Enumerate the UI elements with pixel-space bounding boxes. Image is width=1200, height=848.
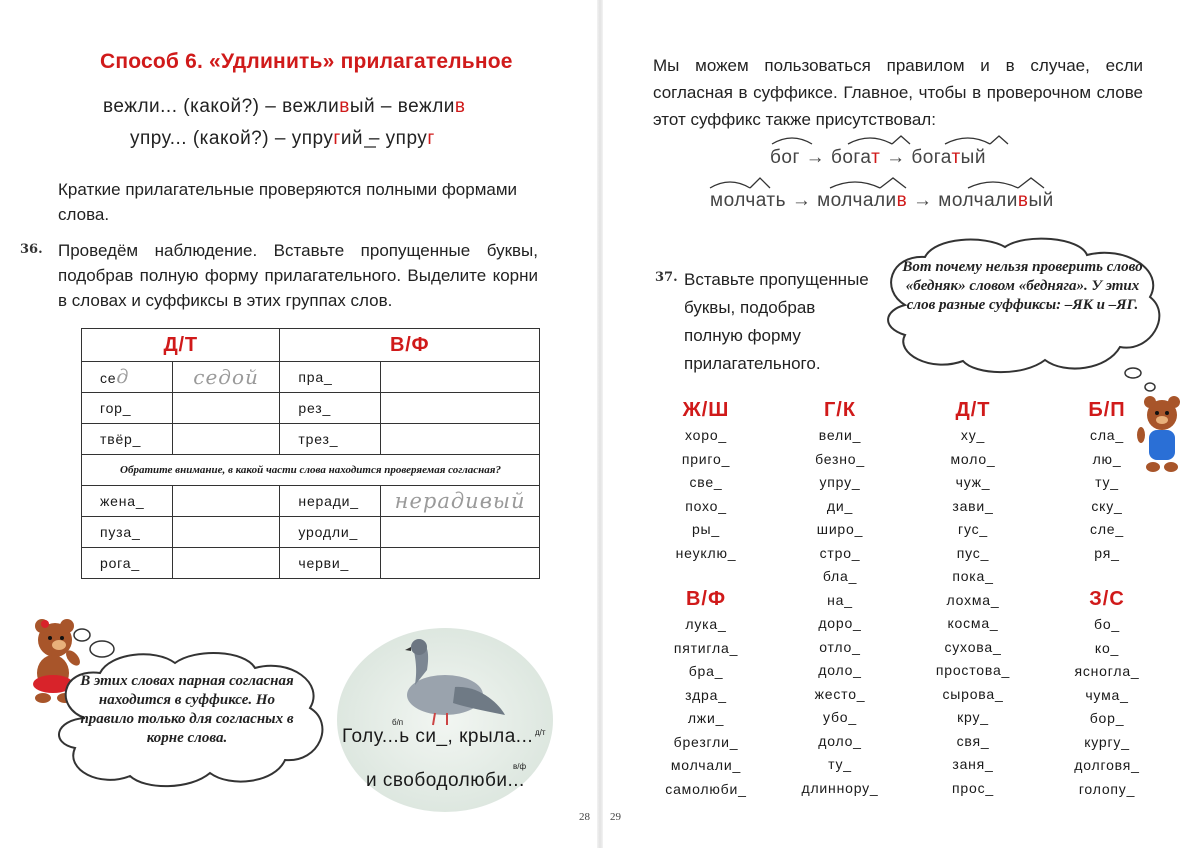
exercise-36-number: 36. (20, 242, 43, 257)
chain-1-word-3: бога (911, 147, 952, 168)
letter-group-heading: Ж/Ш (682, 399, 730, 421)
word-item: свя_ (956, 732, 990, 749)
table-cell: уродли_ (280, 517, 381, 548)
word-item: здра_ (685, 686, 727, 703)
page-number-right: 29 (610, 811, 621, 823)
exercise-36-table (81, 328, 540, 579)
word-item: неуклю_ (675, 544, 737, 561)
word-item: све_ (689, 474, 723, 490)
word-item: самолюби_ (665, 780, 747, 797)
handwritten-answer: нерадивый (394, 489, 526, 513)
word-item: ры_ (691, 521, 721, 537)
table-answer-cell[interactable] (381, 486, 540, 517)
word-item: на_ (827, 591, 853, 608)
table-answer-cell[interactable] (172, 486, 280, 517)
word-item: косма_ (947, 615, 999, 631)
table-answer-cell[interactable] (381, 517, 540, 548)
word-item: лука_ (685, 616, 727, 632)
chain-2-word-3: молчали (938, 190, 1018, 211)
word-item: ху_ (960, 427, 986, 443)
word-item: сле_ (1090, 521, 1124, 537)
word-item: заня_ (952, 756, 994, 772)
word-item: ту_ (1095, 474, 1119, 490)
method-title: Способ 6. «Удлинить» прилагательное (100, 50, 513, 73)
word-item: похо_ (685, 497, 727, 514)
word-item: доло_ (818, 732, 862, 749)
table-answer-cell[interactable] (381, 393, 540, 424)
word-item: гус_ (958, 521, 988, 537)
letter-group-heading: Г/К (823, 399, 857, 421)
hint-vf: в/ф (513, 762, 527, 771)
rule-text: Краткие прилагательные проверяются полными формами слова. (58, 180, 518, 224)
word-item: вели_ (818, 427, 862, 443)
example-2-rest: ий – упру (340, 128, 428, 149)
table-answer-cell[interactable] (172, 424, 280, 455)
cloud-left-text: В этих словах парная согласная находится в суффиксе. Но правило только для согласных в корне слова. (80, 673, 294, 746)
cell-word: се (100, 370, 117, 386)
chain-2-suffix: в (896, 190, 908, 211)
pigeon-line-1: Голу...ь си_, крыла... (342, 726, 534, 747)
letter-group-column (651, 396, 761, 565)
word-item: безно_ (815, 450, 865, 467)
handwritten-letter: д (116, 366, 130, 388)
chain-arrow: → (805, 147, 826, 168)
word-item: доло_ (818, 662, 862, 678)
table-cell (82, 362, 173, 393)
table-cell: жена_ (82, 486, 173, 517)
table-answer-cell[interactable] (172, 517, 280, 548)
letter-group-heading: Д/Т (955, 399, 991, 421)
chain-2-suffix-2: в (1017, 190, 1029, 211)
word-item: бо_ (1094, 616, 1120, 632)
hint-dt: д/т (535, 728, 546, 737)
word-item: ску_ (1091, 497, 1123, 514)
word-item: голопу_ (1078, 780, 1136, 797)
pigeon-line-2: и свободолюби... (366, 770, 525, 791)
word-item: сла_ (1090, 427, 1124, 443)
chain-arrow: → (791, 190, 812, 211)
exercise-37-number: 37. (655, 270, 678, 285)
hint-bp: б/п (392, 718, 404, 727)
word-item: чума_ (1085, 686, 1129, 703)
word-item: пока_ (952, 568, 994, 584)
table-cell: рога_ (82, 548, 173, 579)
word-item: брезгли_ (673, 733, 739, 750)
word-item: моло_ (950, 450, 996, 467)
table-head-dt: Д/Т (82, 329, 280, 362)
table-note: Обратите внимание, в какой части слова находится проверяемая согласная? (82, 455, 540, 486)
word-item: широ_ (816, 521, 864, 537)
chain-1-word-2: бога (830, 147, 872, 168)
word-item: убо_ (823, 709, 857, 725)
table-cell: неради_ (280, 486, 381, 517)
table-cell: трез_ (280, 424, 381, 455)
letter-group-column (1052, 585, 1162, 801)
chain-1-ending: ый (960, 147, 986, 168)
underline-marks (0, 0, 600, 160)
table-answer-cell[interactable] (172, 393, 280, 424)
word-item: кургу_ (1084, 733, 1130, 750)
table-cell: пра_ (280, 362, 381, 393)
word-item: лю_ (1092, 450, 1122, 467)
word-item: лохма_ (946, 591, 1000, 608)
letter-group-column (651, 585, 761, 801)
word-item: простова_ (935, 662, 1011, 678)
exercise-36-text: Проведём наблюдение. Вставьте пропущенные буквы, подобрав полную форму прилагательного. Выделите корни в словах и суффиксы в этих группах слов. (58, 241, 538, 310)
table-cell: рез_ (280, 393, 381, 424)
word-item: ко_ (1094, 639, 1120, 656)
word-item: долговя_ (1074, 757, 1140, 773)
chain-arrow: → (913, 190, 933, 211)
table-answer-cell[interactable] (381, 362, 540, 393)
chain-2-word-2: молчали (817, 190, 897, 211)
handwritten-answer: седой (193, 365, 259, 389)
chain-2-word-1: молчать (710, 190, 787, 211)
letter-group-heading: В/Ф (685, 588, 727, 610)
word-item: упру_ (819, 474, 861, 490)
chain-1-suffix-2: т (951, 147, 961, 168)
example-1-prompt: вежли... (какой?) (103, 96, 260, 117)
word-item: пятигла_ (673, 639, 739, 656)
word-item: ря_ (1094, 544, 1120, 561)
morpheme-marks (700, 128, 1120, 198)
word-item: хоро_ (685, 427, 727, 443)
intro-text: Мы можем пользоваться правилом и в случае, если согласная в суффиксе. Главное, чтобы в проверочном слове этот суффикс также присутствовал: (653, 56, 1143, 129)
table-answer-cell[interactable] (172, 548, 280, 579)
example-2-letter-2: г (427, 128, 435, 149)
example-1-letter-2: в (454, 96, 466, 117)
example-1-letter: в (339, 96, 350, 117)
word-item: бор_ (1089, 710, 1125, 726)
word-item: бра_ (688, 663, 724, 679)
table-cell: черви_ (280, 548, 381, 579)
exercise-37-text: Вставьте пропущенные буквы, подобрав полную форму прилагательного. (684, 270, 869, 373)
word-item: приго_ (681, 450, 731, 467)
table-answer-cell[interactable] (381, 424, 540, 455)
cloud-right-text: Вот почему нельзя проверить слово «бедняк» словом «бедняга». У этих слов разные суффиксы: –ЯК и –ЯГ. (902, 259, 1143, 313)
table-cell: твёр_ (82, 424, 173, 455)
word-item: ту_ (828, 756, 852, 772)
word-item: отло_ (819, 638, 861, 655)
word-item: прос_ (952, 779, 994, 796)
letter-group-column (785, 396, 895, 800)
table-cell: гор_ (82, 393, 173, 424)
table-cell: пуза_ (82, 517, 173, 548)
word-item: молчали_ (670, 757, 742, 773)
word-item: кру_ (957, 709, 989, 725)
chain-1-word-1: бог (770, 147, 800, 168)
example-2-dash: – упру (269, 128, 334, 149)
word-item: ди_ (826, 497, 854, 514)
example-2-prompt: упру... (какой?) (130, 128, 270, 149)
word-item: жесто_ (814, 685, 866, 702)
letter-group-column (918, 396, 1028, 800)
word-item: сырова_ (942, 685, 1004, 702)
letter-group-column (1052, 396, 1162, 565)
chain-arrow: → (886, 147, 906, 168)
word-item: сухова_ (944, 638, 1002, 655)
example-1-rest: ый – вежли (349, 96, 455, 117)
word-item: доро_ (818, 615, 862, 631)
word-item: пус_ (956, 544, 990, 561)
table-answer-cell[interactable] (381, 548, 540, 579)
word-item: зави_ (952, 497, 994, 514)
letter-group-heading: Б/П (1088, 399, 1126, 421)
table-head-vf: В/Ф (280, 329, 540, 362)
word-item: длиннору_ (801, 779, 879, 796)
chain-2-ending: ый (1028, 190, 1054, 211)
word-item: ясногла_ (1074, 663, 1140, 679)
word-item: чуж_ (955, 474, 991, 490)
page-number-left: 28 (579, 811, 590, 823)
table-answer-cell[interactable] (172, 362, 280, 393)
example-2-letter: г (333, 128, 341, 149)
letter-group-heading: З/С (1089, 588, 1125, 610)
word-item: лжи_ (687, 710, 725, 726)
example-1-dash: – вежли (259, 96, 340, 117)
chain-1-suffix: т (871, 147, 881, 168)
word-item: стро_ (819, 544, 861, 561)
word-item: бла_ (822, 568, 858, 584)
